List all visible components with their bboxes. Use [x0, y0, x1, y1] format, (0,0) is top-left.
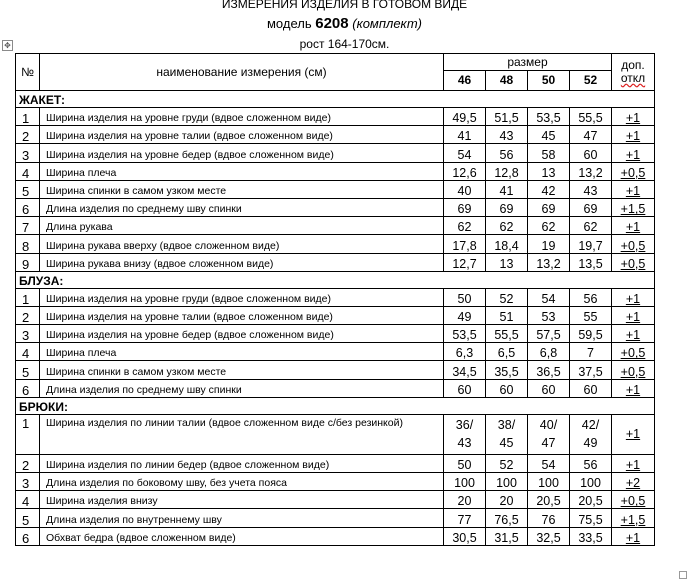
size-value-52: 55	[570, 306, 612, 324]
size-value-50: 54	[528, 288, 570, 306]
size-value-52: 13,5	[570, 253, 612, 271]
size-value-50: 69	[528, 198, 570, 216]
table-row	[16, 180, 655, 198]
size-value-48: 56	[486, 144, 528, 162]
tolerance-text: +0,5	[620, 165, 646, 180]
document-title: ИЗМЕРЕНИЯ ИЗДЕЛИЯ В ГОТОВОМ ВИДЕ	[221, 0, 468, 11]
model-prefix: модель	[266, 16, 312, 31]
section-title: БЛУЗА:	[16, 271, 655, 288]
tolerance-text: +1	[625, 220, 641, 235]
tolerance-value	[612, 144, 655, 162]
size-value-52: 19,7	[570, 235, 612, 253]
size-value-52: 56	[570, 454, 612, 472]
tolerance-text: +1	[625, 530, 641, 545]
tolerance-value	[612, 288, 655, 306]
table-row	[16, 527, 655, 545]
size-value-52: 62	[570, 217, 612, 235]
size-value-46: 62	[444, 217, 486, 235]
size-value-48: 12,8	[486, 162, 528, 180]
table-row	[16, 491, 655, 509]
table-row	[16, 288, 655, 306]
size-value-46: 50	[444, 288, 486, 306]
size-value-48: 13	[486, 253, 528, 271]
size-value-46: 49,5	[444, 108, 486, 126]
measurement-name: Ширина изделия по линии талии (вдвое сложенном виде с/без резинкой)	[40, 414, 444, 454]
tolerance-text: +1	[625, 328, 641, 343]
tolerance-text: +1	[625, 183, 641, 198]
measurement-name: Ширина спинки в самом узком месте	[40, 180, 444, 198]
size-value-52: 59,5	[570, 325, 612, 343]
measurement-name: Длина изделия по внутреннему шву	[40, 509, 444, 527]
row-number: 5	[16, 180, 40, 198]
tolerance-value	[612, 491, 655, 509]
size-value-50: 53	[528, 306, 570, 324]
tolerance-text: +1	[625, 310, 641, 325]
measurement-name: Ширина изделия на уровне груди (вдвое сложенном виде)	[40, 288, 444, 306]
size-value-46: 100	[444, 473, 486, 491]
tolerance-text: +1	[625, 382, 641, 397]
tolerance-value	[612, 509, 655, 527]
size-value-50: 20,5	[528, 491, 570, 509]
size-value-part: 42/	[581, 418, 600, 433]
tolerance-text: +0,5	[620, 494, 646, 509]
size-value-46: 6,3	[444, 343, 486, 361]
size-value-46: 40	[444, 180, 486, 198]
tolerance-text: +1	[625, 111, 641, 126]
table-row	[16, 235, 655, 253]
size-value-52: 100	[570, 473, 612, 491]
tolerance-line-1: доп.	[621, 58, 645, 72]
size-value-46: 77	[444, 509, 486, 527]
measurement-name: Длина изделия по среднему шву спинки	[40, 379, 444, 397]
tolerance-value	[612, 361, 655, 379]
size-value-48: 55,5	[486, 325, 528, 343]
tolerance-value	[612, 454, 655, 472]
tolerance-value	[612, 527, 655, 545]
size-value-46: 53,5	[444, 325, 486, 343]
table-body	[16, 91, 655, 546]
size-value-46: 50	[444, 454, 486, 472]
row-number: 6	[16, 379, 40, 397]
table-row	[16, 414, 655, 454]
size-value-50: 53,5	[528, 108, 570, 126]
row-number: 4	[16, 162, 40, 180]
section-row	[16, 271, 655, 288]
measurement-name: Ширина плеча	[40, 343, 444, 361]
row-number: 2	[16, 306, 40, 324]
measurement-name: Ширина спинки в самом узком месте	[40, 361, 444, 379]
table-row	[16, 144, 655, 162]
size-value-46	[444, 414, 486, 454]
row-number: 2	[16, 126, 40, 144]
measurement-name: Ширина рукава внизу (вдвое сложенном виде)	[40, 253, 444, 271]
measurement-name: Ширина плеча	[40, 162, 444, 180]
size-value-46: 17,8	[444, 235, 486, 253]
size-value-52: 47	[570, 126, 612, 144]
table-row	[16, 379, 655, 397]
table-row	[16, 361, 655, 379]
measurement-name: Ширина изделия на уровне бедер (вдвое сложенном виде)	[40, 325, 444, 343]
size-value-46: 49	[444, 306, 486, 324]
size-value-48: 100	[486, 473, 528, 491]
size-value-part: 38/	[497, 418, 516, 433]
size-value-46: 34,5	[444, 361, 486, 379]
size-value-48: 60	[486, 379, 528, 397]
measurement-name: Длина изделия по боковому шву, без учета пояса	[40, 473, 444, 491]
tolerance-value	[612, 325, 655, 343]
size-value-46: 41	[444, 126, 486, 144]
size-value-48: 62	[486, 217, 528, 235]
row-number: 7	[16, 217, 40, 235]
size-value-52: 55,5	[570, 108, 612, 126]
size-header-52: 52	[570, 71, 612, 91]
size-value-52: 75,5	[570, 509, 612, 527]
size-value-part: 40/	[539, 418, 558, 433]
size-value-52: 43	[570, 180, 612, 198]
size-value-48: 18,4	[486, 235, 528, 253]
size-header-50: 50	[528, 71, 570, 91]
size-value-48	[486, 414, 528, 454]
size-value-50: 62	[528, 217, 570, 235]
row-number: 3	[16, 473, 40, 491]
table-row	[16, 108, 655, 126]
size-value-48: 69	[486, 198, 528, 216]
size-value-50: 32,5	[528, 527, 570, 545]
size-value-52: 33,5	[570, 527, 612, 545]
size-value-50: 45	[528, 126, 570, 144]
size-value-46: 69	[444, 198, 486, 216]
row-number: 2	[16, 454, 40, 472]
size-value-50: 76	[528, 509, 570, 527]
model-suffix: (комплект)	[352, 16, 423, 31]
table-row	[16, 343, 655, 361]
tolerance-value	[612, 198, 655, 216]
height-range: рост 164-170см.	[299, 37, 390, 51]
tolerance-text: +1	[625, 426, 641, 441]
tolerance-text: +0,5	[620, 346, 646, 361]
size-value-48: 51,5	[486, 108, 528, 126]
size-value-50: 13	[528, 162, 570, 180]
tolerance-text: +1,5	[620, 202, 646, 217]
resize-handle-icon[interactable]	[679, 571, 687, 579]
table-row	[16, 325, 655, 343]
size-value-48: 35,5	[486, 361, 528, 379]
size-value-50: 54	[528, 454, 570, 472]
size-value-52: 37,5	[570, 361, 612, 379]
row-number: 1	[16, 288, 40, 306]
size-value-50: 100	[528, 473, 570, 491]
size-value-48: 31,5	[486, 527, 528, 545]
tolerance-value	[612, 235, 655, 253]
size-value-46: 20	[444, 491, 486, 509]
size-header-48: 48	[486, 71, 528, 91]
tolerance-value	[612, 126, 655, 144]
measurement-name: Ширина рукава вверху (вдвое сложенном виде)	[40, 235, 444, 253]
row-number: 4	[16, 343, 40, 361]
size-value-52: 60	[570, 144, 612, 162]
row-number: 6	[16, 198, 40, 216]
measurements-table	[15, 53, 655, 546]
tolerance-value	[612, 180, 655, 198]
tolerance-value	[612, 306, 655, 324]
section-row	[16, 397, 655, 414]
tolerance-text: +0,5	[620, 238, 646, 253]
size-value-46: 30,5	[444, 527, 486, 545]
model-line	[0, 16, 689, 31]
measurement-name: Длина рукава	[40, 217, 444, 235]
row-number: 4	[16, 491, 40, 509]
size-value-48: 76,5	[486, 509, 528, 527]
tolerance-value	[612, 108, 655, 126]
size-value-52: 60	[570, 379, 612, 397]
size-value-50	[528, 414, 570, 454]
tolerance-text: +0,5	[620, 364, 646, 379]
size-value-52	[570, 414, 612, 454]
size-value-46: 60	[444, 379, 486, 397]
size-value-50: 19	[528, 235, 570, 253]
row-number: 5	[16, 361, 40, 379]
table-row	[16, 217, 655, 235]
row-number: 3	[16, 144, 40, 162]
tolerance-text: +0,5	[620, 256, 646, 271]
tolerance-value	[612, 217, 655, 235]
measurement-name: Ширина изделия внизу	[40, 491, 444, 509]
tolerance-text: +1	[625, 458, 641, 472]
tolerance-value	[612, 343, 655, 361]
size-value-50: 60	[528, 379, 570, 397]
size-value-46: 54	[444, 144, 486, 162]
size-value-48: 52	[486, 288, 528, 306]
tolerance-value	[612, 473, 655, 491]
measurement-name: Обхват бедра (вдвое сложенном виде)	[40, 527, 444, 545]
size-value-46: 12,6	[444, 162, 486, 180]
tolerance-line-2: откл	[620, 71, 646, 85]
size-value-52: 56	[570, 288, 612, 306]
size-value-48: 41	[486, 180, 528, 198]
tolerance-text: +1,5	[620, 512, 646, 527]
table-row	[16, 253, 655, 271]
column-header-name: наименование измерения (см)	[40, 54, 444, 91]
row-number: 6	[16, 527, 40, 545]
size-header-46: 46	[444, 71, 486, 91]
size-value-48: 6,5	[486, 343, 528, 361]
size-value-50: 13,2	[528, 253, 570, 271]
row-number: 3	[16, 325, 40, 343]
size-value-52: 13,2	[570, 162, 612, 180]
size-value-part: 45	[499, 436, 514, 451]
size-value-50: 42	[528, 180, 570, 198]
column-header-number: №	[16, 54, 40, 91]
size-value-part: 47	[541, 436, 556, 451]
row-number: 9	[16, 253, 40, 271]
measurement-name: Длина изделия по среднему шву спинки	[40, 198, 444, 216]
table-row	[16, 454, 655, 472]
table-row	[16, 198, 655, 216]
tolerance-text: +2	[625, 476, 641, 491]
tolerance-text: +1	[625, 129, 641, 144]
size-value-48: 51	[486, 306, 528, 324]
size-value-50: 36,5	[528, 361, 570, 379]
column-header-tolerance	[612, 54, 655, 91]
tolerance-value	[612, 379, 655, 397]
measurement-name: Ширина изделия на уровне талии (вдвое сложенном виде)	[40, 126, 444, 144]
column-header-size: размер	[444, 54, 612, 71]
size-value-52: 7	[570, 343, 612, 361]
size-value-52: 69	[570, 198, 612, 216]
size-value-52: 20,5	[570, 491, 612, 509]
tolerance-text: +1	[625, 147, 641, 162]
measurement-name: Ширина изделия на уровне груди (вдвое сложенном виде)	[40, 108, 444, 126]
section-title: БРЮКИ:	[16, 397, 655, 414]
size-value-46: 12,7	[444, 253, 486, 271]
row-number: 1	[16, 108, 40, 126]
tolerance-value	[612, 414, 655, 454]
measurement-name: Ширина изделия на уровне бедер (вдвое сложенном виде)	[40, 144, 444, 162]
measurement-name: Ширина изделия по линии бедер (вдвое сложенном виде)	[40, 454, 444, 472]
table-row	[16, 162, 655, 180]
measurement-name: Ширина изделия на уровне талии (вдвое сложенном виде)	[40, 306, 444, 324]
tolerance-text: +1	[625, 291, 641, 306]
row-number: 8	[16, 235, 40, 253]
size-value-50: 57,5	[528, 325, 570, 343]
table-row	[16, 473, 655, 491]
size-value-48: 52	[486, 454, 528, 472]
size-value-48: 20	[486, 491, 528, 509]
size-value-part: 36/	[455, 418, 474, 433]
size-value-50: 6,8	[528, 343, 570, 361]
section-row	[16, 91, 655, 108]
size-value-part: 49	[583, 436, 598, 451]
table-row	[16, 306, 655, 324]
model-number: 6208	[315, 15, 349, 32]
tolerance-value	[612, 253, 655, 271]
table-row	[16, 126, 655, 144]
tolerance-value	[612, 162, 655, 180]
row-number: 5	[16, 509, 40, 527]
size-value-48: 43	[486, 126, 528, 144]
size-value-50: 58	[528, 144, 570, 162]
row-number: 1	[16, 414, 40, 454]
table-row	[16, 509, 655, 527]
size-value-part: 43	[457, 436, 472, 451]
section-title: ЖАКЕТ:	[16, 91, 655, 108]
table-move-handle-icon[interactable]: ✥	[2, 40, 13, 51]
